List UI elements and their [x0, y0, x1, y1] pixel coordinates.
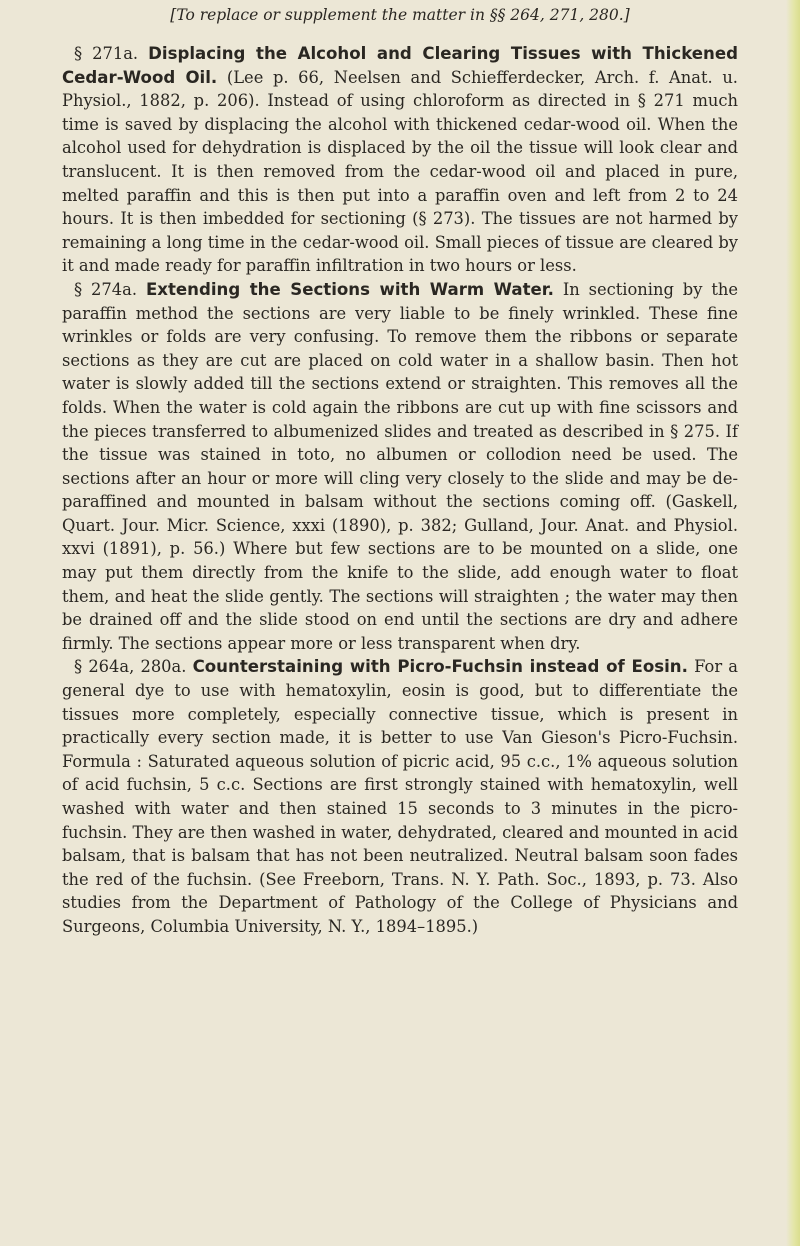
paragraph-text: In sectioning by the paraffin method the sections are very liable to be finely wrinkled. These fine wrinkles or folds are very confusing. To remove them the ribbons or separate sections as they are cut are placed on cold water in a shallow basin. Then hot water is slowly added till the sections extend or straighten. This removes all the folds. When the water is cold again the ribbons are cut up with fine scissors and the pieces transferred to albumenized slides and treated as described in § 275. If the tissue was stained in toto, no albumen or collodion need be used. The sections after an hour or more will cling very closely to the slide and may be de-paraffined and mounted in balsam without the sections coming off. (Gaskell, Quart. Jour. Micr. Science, xxxi (1890), p. 382; Gulland, Jour. Anat. and Physiol. xxvi (1891), p. 56.) Where but few sections are to be mounted on a slide, one may put them directly from the knife to the slide, add enough water to float them, and heat the slide gently. The sections will straighten ; the water may then be drained off and the slide stood on end until the sections are dry and adhere firmly. The sections appear more or less transparent when dry. — [62, 279, 738, 653]
section-number: § 264a, 280a. — [74, 657, 187, 677]
page-header-note: [To replace or supplement the matter in §§ 264, 271, 280.] — [170, 6, 630, 24]
paragraph-264a-280a — [62, 655, 738, 938]
section-heading: Extending the Sections with Warm Water. — [145, 279, 554, 299]
page-edge-discoloration — [786, 0, 800, 1246]
section-number: § 271a. — [74, 44, 139, 63]
body-text — [62, 42, 738, 939]
paragraph-271a — [62, 42, 738, 278]
paragraph-text: For a general dye to use with hematoxylin, eosin is good, but to differentiate the tissues more completely, especially connective tissue, which is present in practically every section made, it is better to use Van Gieson's Picro-Fuchsin. Formula : Saturated aqueous solution of picric acid, 95 c.c., 1% aqueous solution of acid fuchsin, 5 c.c. Sections are first strongly stained with hematoxylin, well washed with water and then stained 15 seconds to 3 minutes in the picro-fuchsin. They are then washed in water, dehydrated, cleared and mounted in acid balsam, that is balsam that has not been neutralized. Neutral balsam soon fades the red of the fuchsin. (See Freeborn, Trans. N. Y. Path. Soc., 1893, p. 73. Also studies from the Department of Pathology of the College of Physicians and Surgeons, Columbia University, N. Y., 1894–1895.) — [62, 657, 738, 936]
section-number: § 274a. — [74, 279, 138, 299]
paragraph-text: (Lee p. 66, Neelsen and Schiefferdecker, Arch. f. Anat. u. Physiol., 1882, p. 206). Instead of using chloroform as directed in § 271 much time is saved by displacing the alcohol with thickened cedar-wood oil. When the alcohol used for dehydration is displaced by the oil the tissue will look clear and translucent. It is then removed from the cedar-wood oil and placed in pure, melted paraffin and this is then put into a paraffin oven and left from 2 to 24 hours. It is then imbedded for sectioning (§ 273). The tissues are not harmed by remaining a long time in the cedar-wood oil. Small pieces of tissue are cleared by it and made ready for paraffin infiltration in two hours or less. — [62, 67, 738, 276]
section-heading: Displacing the Alcohol and Clearing Tissues with Thickened Cedar-Wood Oil. — [62, 44, 738, 87]
paragraph-274a — [62, 278, 738, 656]
section-heading: Counterstaining with Picro-Fuchsin instead of Eosin. — [192, 657, 688, 677]
scanned-page — [62, 0, 738, 1246]
